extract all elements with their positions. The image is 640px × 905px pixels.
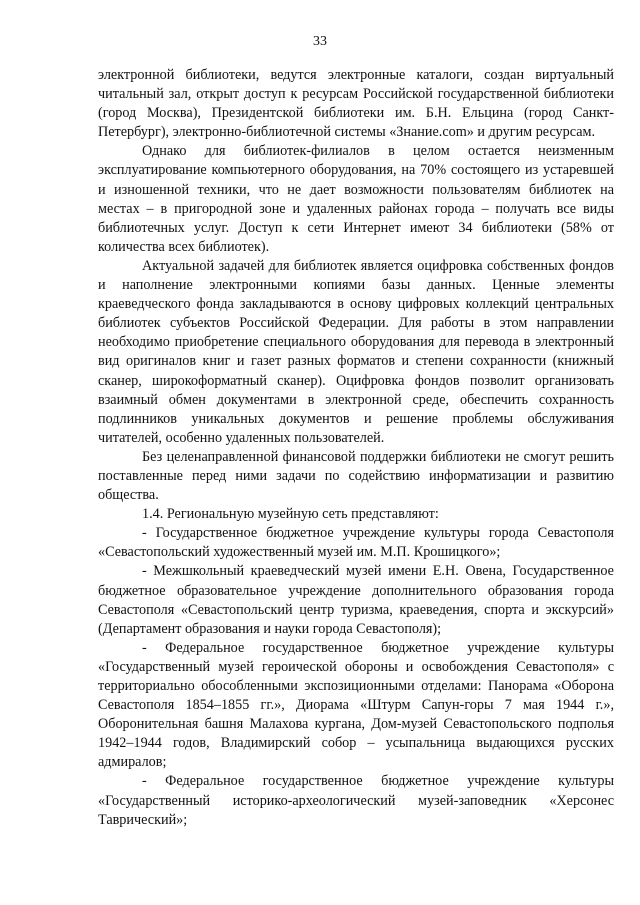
paragraph-financial-support: Без целенаправленной финансовой поддержки библиотеки не смогут решить поставленные перед ними задачи по содействию информатизации и развитию общества. bbox=[98, 448, 614, 504]
list-item-art-museum: - Государственное бюджетное учреждение культуры города Севастополя «Севастопольский художественный музей им. М.П. Крошицкого»; bbox=[98, 525, 614, 561]
list-item-local-history-museum: - Межшкольный краеведческий музей имени Е.Н. Овена, Государственное бюджетное образовательное учреждение дополнительного образования города Севастополя «Севастопольский центр туризма, краеведения, спорта и экскурсий» (Департамент образования и науки города Севастополя); bbox=[98, 563, 614, 637]
list-item-defense-museum: - Федеральное государственное бюджетное учреждение культуры «Государственный музей героической обороны и освобождения Севастополя» с территориально обособленными экспозиционными отделами: Панорама «Оборона Севастополя 1854–1855 гг.», Диорама «Штурм Сапун-горы 7 мая 1944 г.», Оборонительная башня Малахова кургана, Дом-музей Севастопольского подполья 1942–1944 годов, Владимирский собор – усыпальница выдающихся русских адмиралов; bbox=[98, 639, 614, 771]
list-item-chersonesus-museum: - Федеральное государственное бюджетное учреждение культуры «Государственный историко-археологический музей-заповедник «Херсонес Таврический»; bbox=[98, 773, 614, 828]
page-body bbox=[98, 66, 614, 830]
page-number: 33 bbox=[313, 34, 327, 49]
paragraph-library-resources: электронной библиотеки, ведутся электронные каталоги, создан виртуальный читальный зал, открыт доступ к ресурсам Российской государственной библиотеки (город Москва), Президентской библиотеки им. Б.Н. Ельцина (город Санкт-Петербург), электронно-библиотечной системы «Знание.com» и другим ресурсам. bbox=[98, 67, 614, 141]
section-heading-museum-network: 1.4. Региональную музейную сеть представляют: bbox=[142, 506, 439, 523]
paragraph-digitization: Актуальной задачей для библиотек является оцифровка собственных фондов и наполнение электронными копиями базы данных. Ценные элементы краеведческого фонда закладываются в основу цифровых коллекций центральных библиотек субъектов Российской Федерации. Для работы в этом направлении необходимо приобретение специального оборудования для перевода в электронный вид оригиналов книг и газет разных форматов и степени сохранности (книжный сканер, широкоформатный сканер). Оцифровка фондов позволит организовать взаимный обмен документами в электронной среде, обеспечить сохранность подлинников уникальных документов и решение проблемы обслуживания читателей, особенно удаленных пользователей. bbox=[98, 257, 614, 446]
paragraph-branch-equipment: Однако для библиотек-филиалов в целом остается неизменным эксплуатирование компьютерного оборудования, на 70% состоящего из устаревшей и изношенной техники, что не дает возможности пользователям библиотек на местах – в пригородной зоне и удаленных районах города – получать все виды библиотечных услуг. Доступ к сети Интернет имеют 34 библиотеки (58% от количества всех библиотек). bbox=[98, 143, 614, 255]
